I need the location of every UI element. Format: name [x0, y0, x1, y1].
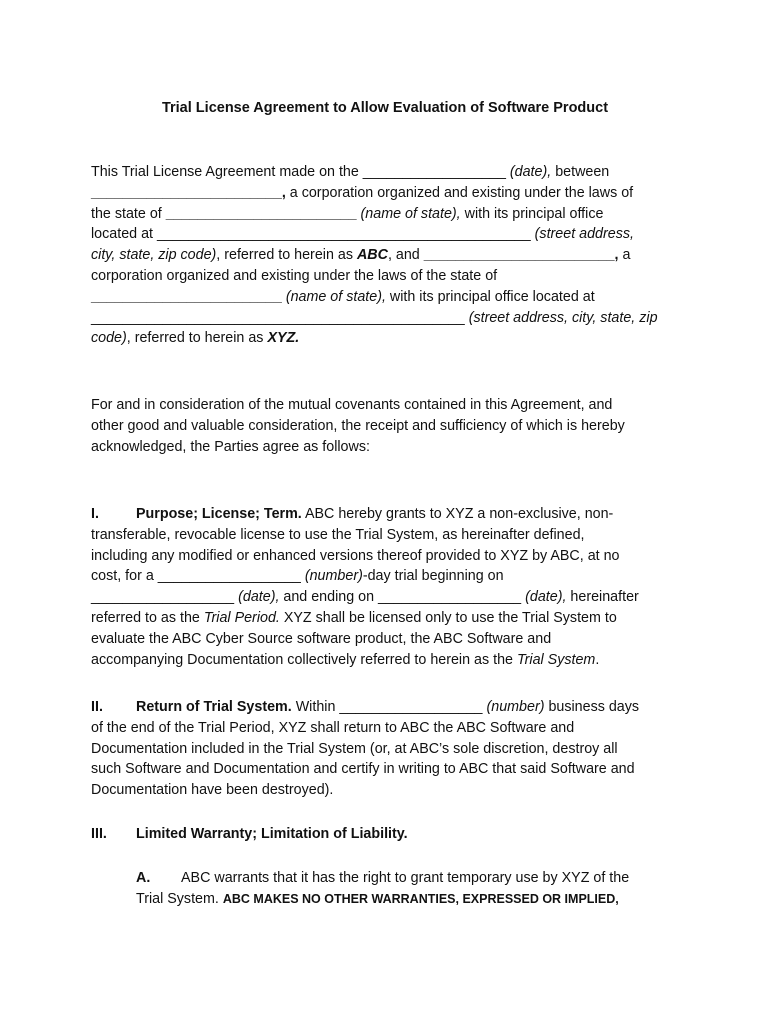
section-1-line-3: including any modified or enhanced versions thereof provided to XYZ by ABC, at no — [91, 547, 620, 564]
address-label: city, state, zip code) — [91, 247, 217, 264]
section-number: II. — [91, 699, 103, 715]
section-number: I. — [91, 506, 99, 522]
section-1-line-5 — [91, 587, 691, 608]
consideration-paragraph — [91, 395, 691, 457]
section-text: accompanying Documentation collectively referred to herein as the — [91, 651, 517, 668]
intro-line-3 — [91, 204, 691, 225]
section-3a-line-1 — [136, 868, 696, 889]
consideration-line-2: other good and valuable consideration, the receipt and sufficiency of which is hereby — [91, 417, 625, 434]
section-text: ABC warrants that it has the right to grant temporary use by XYZ of the — [181, 870, 630, 886]
section-text: __________________ — [91, 589, 239, 606]
date-label: (date), — [238, 589, 280, 606]
intro-text: the state of — [91, 205, 166, 222]
section-2-line-5: Documentation have been destroyed). — [91, 782, 334, 799]
blank-field: ________________________, — [91, 184, 286, 201]
intro-text: This Trial License Agreement made on the __________________ — [91, 164, 510, 180]
intro-text: between — [551, 164, 610, 180]
section-text: hereinafter — [566, 589, 639, 606]
section-2-line-1 — [91, 697, 691, 718]
intro-line-1 — [91, 162, 691, 183]
subsection-number: A. — [136, 870, 151, 886]
intro-text: with its principal office located at — [385, 288, 595, 305]
section-text: -day trial beginning on — [362, 568, 504, 585]
document-title: Trial License Agreement to Allow Evaluation of Software Product — [161, 100, 609, 116]
section-text: . — [595, 651, 600, 668]
defined-term: Trial Period. — [203, 609, 280, 626]
blank-field: ________________________ — [91, 288, 282, 305]
intro-text: , referred to herein as — [216, 247, 357, 264]
section-2-line-3: Documentation included in the Trial System (or, at ABC’s sole discretion, destroy all — [91, 740, 618, 757]
party-xyz: XYZ. — [267, 330, 300, 347]
intro-line-8 — [91, 308, 691, 329]
number-label: (number) — [486, 699, 545, 715]
intro-text: _______________________________________________ — [91, 309, 469, 326]
intro-text: a corporation organized and existing under the laws of — [285, 184, 634, 201]
section-heading: Purpose; License; Term. — [136, 506, 302, 522]
intro-text: a — [618, 247, 631, 264]
section-text: XYZ shall be licensed only to use the Trial System to — [279, 609, 617, 626]
section-number: III. — [91, 826, 107, 842]
address-label: code) — [91, 330, 127, 347]
date-label: (date), — [525, 589, 567, 606]
intro-paragraph — [91, 162, 691, 349]
section-3-line-1 — [91, 824, 691, 845]
section-2 — [91, 697, 691, 801]
section-text: cost, for a __________________ — [91, 568, 305, 585]
defined-term: Trial System — [516, 651, 596, 668]
warranty-disclaimer: ABC MAKES NO OTHER WARRANTIES, EXPRESSED OR IMPLIED, — [222, 891, 619, 906]
section-1-line-6 — [91, 608, 691, 629]
section-3a — [136, 868, 696, 910]
blank-field: ________________________, — [423, 247, 619, 264]
section-text: ABC hereby grants to XYZ a non-exclusive, non- — [301, 506, 614, 522]
consideration-line-3: acknowledged, the Parties agree as follows: — [91, 438, 370, 455]
intro-line-6: corporation organized and existing under the laws of the state of — [91, 267, 498, 284]
number-label: (number) — [304, 568, 363, 585]
consideration-line-1: For and in consideration of the mutual covenants contained in this Agreement, and — [91, 397, 613, 413]
section-3a-line-2 — [136, 889, 696, 910]
section-1-line-1 — [91, 504, 691, 525]
section-1-line-8 — [91, 650, 691, 671]
state-label: (name of state), — [356, 205, 461, 222]
section-1 — [91, 504, 691, 670]
section-text: Within __________________ — [291, 699, 487, 715]
intro-line-4 — [91, 224, 691, 245]
section-1-line-7: evaluate the ABC Cyber Source software product, the ABC Software and — [91, 630, 552, 647]
section-text: referred to as the — [91, 609, 204, 626]
section-2-line-4: such Software and Documentation and certify in writing to ABC that said Software and — [91, 761, 635, 778]
blank-field: ________________________ — [165, 205, 357, 222]
section-2-line-2: of the end of the Trial Period, XYZ shall return to ABC the ABC Software and — [91, 719, 575, 736]
intro-line-2 — [91, 183, 691, 204]
date-label: (date), — [509, 164, 552, 180]
party-abc: ABC — [356, 247, 388, 264]
intro-text: , referred to herein as — [126, 330, 268, 347]
address-label: (street address, city, state, zip — [468, 309, 658, 326]
section-text: and ending on __________________ — [279, 589, 526, 606]
section-3 — [91, 824, 691, 845]
section-text: Trial System. — [136, 890, 223, 907]
intro-line-7 — [91, 287, 691, 308]
section-1-line-4 — [91, 566, 691, 587]
address-label: (street address, — [534, 226, 634, 243]
intro-text: located at _______________________________________________ — [91, 226, 535, 243]
intro-line-5 — [91, 245, 691, 266]
section-heading: Limited Warranty; Limitation of Liability. — [136, 826, 408, 842]
section-heading: Return of Trial System. — [136, 699, 292, 715]
intro-text: , and — [387, 247, 424, 264]
section-1-line-2: transferable, revocable license to use the Trial System, as hereinafter defined, — [91, 526, 585, 543]
intro-text: with its principal office — [460, 205, 604, 222]
section-text: business days — [544, 699, 640, 715]
intro-line-9 — [91, 328, 691, 349]
state-label: (name of state), — [281, 288, 386, 305]
